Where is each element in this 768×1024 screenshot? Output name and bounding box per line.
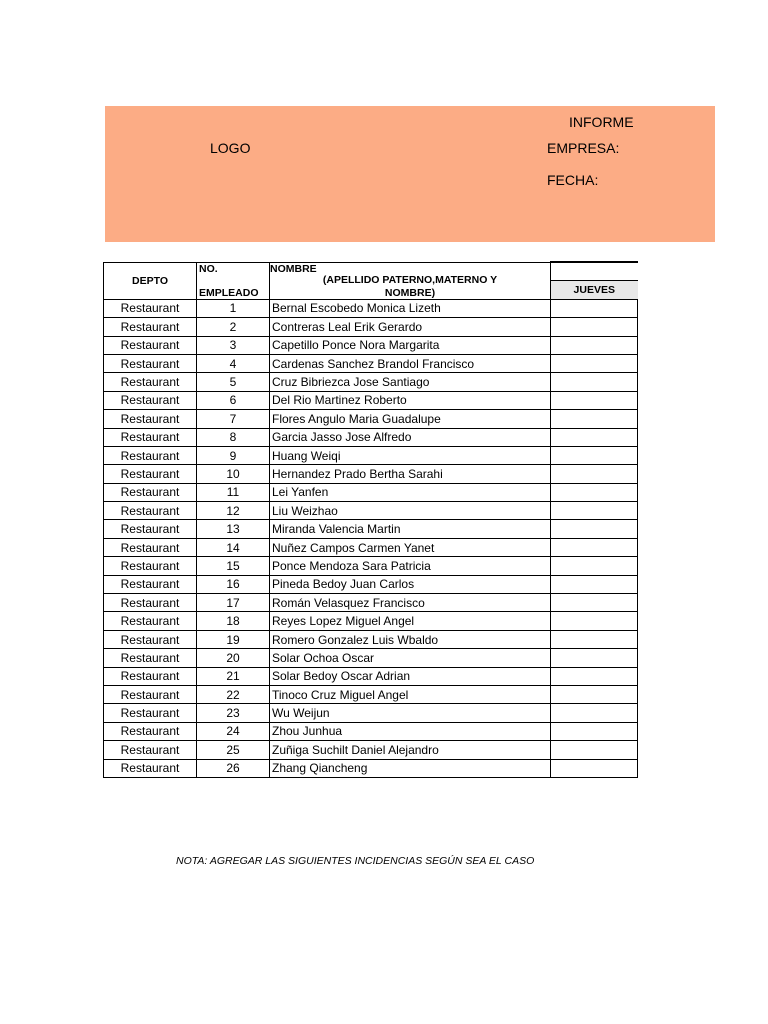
employee-number-cell: 1 xyxy=(197,299,270,317)
table-row xyxy=(104,520,638,538)
jueves-cell[interactable] xyxy=(551,299,638,317)
table-row xyxy=(104,630,638,648)
table-row xyxy=(104,336,638,354)
company-label: EMPRESA: xyxy=(547,140,620,156)
jueves-cell[interactable] xyxy=(551,538,638,556)
employee-name-cell: Contreras Leal Erik Gerardo xyxy=(270,318,551,336)
employee-number-cell: 23 xyxy=(197,704,270,722)
employee-number-cell: 16 xyxy=(197,575,270,593)
jueves-cell[interactable] xyxy=(551,446,638,464)
employee-name-cell: Lei Yanfen xyxy=(270,483,551,501)
depto-cell: Restaurant xyxy=(104,465,197,483)
table-row xyxy=(104,410,638,428)
jueves-cell[interactable] xyxy=(551,649,638,667)
jueves-cell[interactable] xyxy=(551,336,638,354)
jueves-cell[interactable] xyxy=(551,594,638,612)
depto-cell: Restaurant xyxy=(104,538,197,556)
depto-cell: Restaurant xyxy=(104,557,197,575)
table-row xyxy=(104,557,638,575)
jueves-cell[interactable] xyxy=(551,557,638,575)
depto-cell: Restaurant xyxy=(104,336,197,354)
table-row xyxy=(104,575,638,593)
jueves-cell[interactable] xyxy=(551,373,638,391)
jueves-cell[interactable] xyxy=(551,667,638,685)
table-row xyxy=(104,428,638,446)
depto-cell: Restaurant xyxy=(104,299,197,317)
employee-name-cell: Romero Gonzalez Luis Wbaldo xyxy=(270,630,551,648)
table-row xyxy=(104,502,638,520)
table-row xyxy=(104,594,638,612)
employee-name-cell: Del Rio Martinez Roberto xyxy=(270,391,551,409)
employee-name-cell: Liu Weizhao xyxy=(270,502,551,520)
depto-cell: Restaurant xyxy=(104,612,197,630)
employee-number-cell: 18 xyxy=(197,612,270,630)
header-jueves: JUEVES xyxy=(551,281,638,299)
table-row xyxy=(104,667,638,685)
depto-cell: Restaurant xyxy=(104,483,197,501)
jueves-cell[interactable] xyxy=(551,722,638,740)
table-row xyxy=(104,649,638,667)
employee-number-cell: 4 xyxy=(197,354,270,372)
jueves-cell[interactable] xyxy=(551,483,638,501)
header-day-group xyxy=(551,262,638,281)
header-employee-number xyxy=(197,262,270,299)
employee-number-cell: 9 xyxy=(197,446,270,464)
employee-number-cell: 19 xyxy=(197,630,270,648)
table-row xyxy=(104,299,638,317)
employee-name-cell: Bernal Escobedo Monica Lizeth xyxy=(270,299,551,317)
table-row xyxy=(104,373,638,391)
note-text: NOTA: AGREGAR LAS SIGUIENTES INCIDENCIAS SEGÚN SEA EL CASO xyxy=(176,855,535,867)
employee-number-cell: 12 xyxy=(197,502,270,520)
employee-name-cell: Zhang Qiancheng xyxy=(270,759,551,777)
employee-number-cell: 13 xyxy=(197,520,270,538)
date-label: FECHA: xyxy=(547,172,599,188)
employee-name-cell: Capetillo Ponce Nora Margarita xyxy=(270,336,551,354)
employee-number-cell: 3 xyxy=(197,336,270,354)
header-name-line2: (APELLIDO PATERNO,MATERNO Y xyxy=(322,273,498,286)
table-row xyxy=(104,759,638,777)
employee-name-cell: Hernandez Prado Bertha Sarahi xyxy=(270,465,551,483)
employee-number-cell: 8 xyxy=(197,428,270,446)
table-row xyxy=(104,741,638,759)
depto-cell: Restaurant xyxy=(104,594,197,612)
depto-cell: Restaurant xyxy=(104,741,197,759)
employee-name-cell: Cardenas Sanchez Brandol Francisco xyxy=(270,354,551,372)
employee-number-cell: 24 xyxy=(197,722,270,740)
employee-name-cell: Reyes Lopez Miguel Angel xyxy=(270,612,551,630)
header-num-line1: NO. xyxy=(199,262,218,275)
jueves-cell[interactable] xyxy=(551,704,638,722)
employee-name-cell: Cruz Bibriezca Jose Santiago xyxy=(270,373,551,391)
depto-cell: Restaurant xyxy=(104,575,197,593)
employee-number-cell: 5 xyxy=(197,373,270,391)
employee-number-cell: 21 xyxy=(197,667,270,685)
employee-number-cell: 10 xyxy=(197,465,270,483)
depto-cell: Restaurant xyxy=(104,520,197,538)
report-title: INFORME xyxy=(569,114,634,130)
depto-cell: Restaurant xyxy=(104,391,197,409)
table-row xyxy=(104,354,638,372)
depto-cell: Restaurant xyxy=(104,667,197,685)
employee-name-cell: Miranda Valencia Martin xyxy=(270,520,551,538)
table-row xyxy=(104,538,638,556)
table-row xyxy=(104,704,638,722)
jueves-cell[interactable] xyxy=(551,630,638,648)
employee-number-cell: 7 xyxy=(197,410,270,428)
depto-cell: Restaurant xyxy=(104,318,197,336)
table-row xyxy=(104,483,638,501)
jueves-cell[interactable] xyxy=(551,520,638,538)
jueves-cell[interactable] xyxy=(551,685,638,703)
employee-name-cell: Garcia Jasso Jose Alfredo xyxy=(270,428,551,446)
depto-cell: Restaurant xyxy=(104,410,197,428)
employee-name-cell: Zhou Junhua xyxy=(270,722,551,740)
jueves-cell[interactable] xyxy=(551,502,638,520)
employee-number-cell: 11 xyxy=(197,483,270,501)
table-header-row-1 xyxy=(104,262,638,281)
employee-number-cell: 6 xyxy=(197,391,270,409)
employee-number-cell: 2 xyxy=(197,318,270,336)
table-row xyxy=(104,465,638,483)
header-banner xyxy=(105,106,715,242)
depto-cell: Restaurant xyxy=(104,502,197,520)
employee-name-cell: Wu Weijun xyxy=(270,704,551,722)
logo-placeholder: LOGO xyxy=(210,140,251,156)
jueves-cell[interactable] xyxy=(551,741,638,759)
employee-number-cell: 20 xyxy=(197,649,270,667)
depto-cell: Restaurant xyxy=(104,759,197,777)
employee-name-cell: Solar Bedoy Oscar Adrian xyxy=(270,667,551,685)
jueves-cell[interactable] xyxy=(551,354,638,372)
depto-cell: Restaurant xyxy=(104,722,197,740)
header-num-line2: EMPLEADO xyxy=(199,286,259,299)
employee-name-cell: Román Velasquez Francisco xyxy=(270,594,551,612)
employee-name-cell: Solar Ochoa Oscar xyxy=(270,649,551,667)
employee-name-cell: Zuñiga Suchilt Daniel Alejandro xyxy=(270,741,551,759)
depto-cell: Restaurant xyxy=(104,428,197,446)
employee-number-cell: 26 xyxy=(197,759,270,777)
table-row xyxy=(104,612,638,630)
table-row xyxy=(104,722,638,740)
employee-number-cell: 17 xyxy=(197,594,270,612)
jueves-cell[interactable] xyxy=(551,575,638,593)
table-row xyxy=(104,446,638,464)
depto-cell: Restaurant xyxy=(104,373,197,391)
jueves-cell[interactable] xyxy=(551,391,638,409)
header-name xyxy=(270,262,551,299)
depto-cell: Restaurant xyxy=(104,704,197,722)
employee-name-cell: Tinoco Cruz Miguel Angel xyxy=(270,685,551,703)
depto-cell: Restaurant xyxy=(104,446,197,464)
jueves-cell[interactable] xyxy=(551,318,638,336)
table-row xyxy=(104,685,638,703)
employee-table-container xyxy=(103,261,638,778)
jueves-cell[interactable] xyxy=(551,465,638,483)
jueves-cell[interactable] xyxy=(551,759,638,777)
employee-number-cell: 15 xyxy=(197,557,270,575)
jueves-cell[interactable] xyxy=(551,428,638,446)
header-name-line1: NOMBRE xyxy=(270,262,317,275)
jueves-cell[interactable] xyxy=(551,612,638,630)
employee-number-cell: 14 xyxy=(197,538,270,556)
employee-number-cell: 25 xyxy=(197,741,270,759)
employee-table xyxy=(103,261,638,778)
depto-cell: Restaurant xyxy=(104,649,197,667)
header-depto: DEPTO xyxy=(104,262,197,299)
depto-cell: Restaurant xyxy=(104,630,197,648)
employee-name-cell: Flores Angulo Maria Guadalupe xyxy=(270,410,551,428)
depto-cell: Restaurant xyxy=(104,685,197,703)
depto-cell: Restaurant xyxy=(104,354,197,372)
table-row xyxy=(104,391,638,409)
employee-name-cell: Nuñez Campos Carmen Yanet xyxy=(270,538,551,556)
employee-name-cell: Ponce Mendoza Sara Patricia xyxy=(270,557,551,575)
table-row xyxy=(104,318,638,336)
jueves-cell[interactable] xyxy=(551,410,638,428)
employee-number-cell: 22 xyxy=(197,685,270,703)
employee-name-cell: Pineda Bedoy Juan Carlos xyxy=(270,575,551,593)
header-name-line3: NOMBRE) xyxy=(384,286,436,299)
employee-name-cell: Huang Weiqi xyxy=(270,446,551,464)
